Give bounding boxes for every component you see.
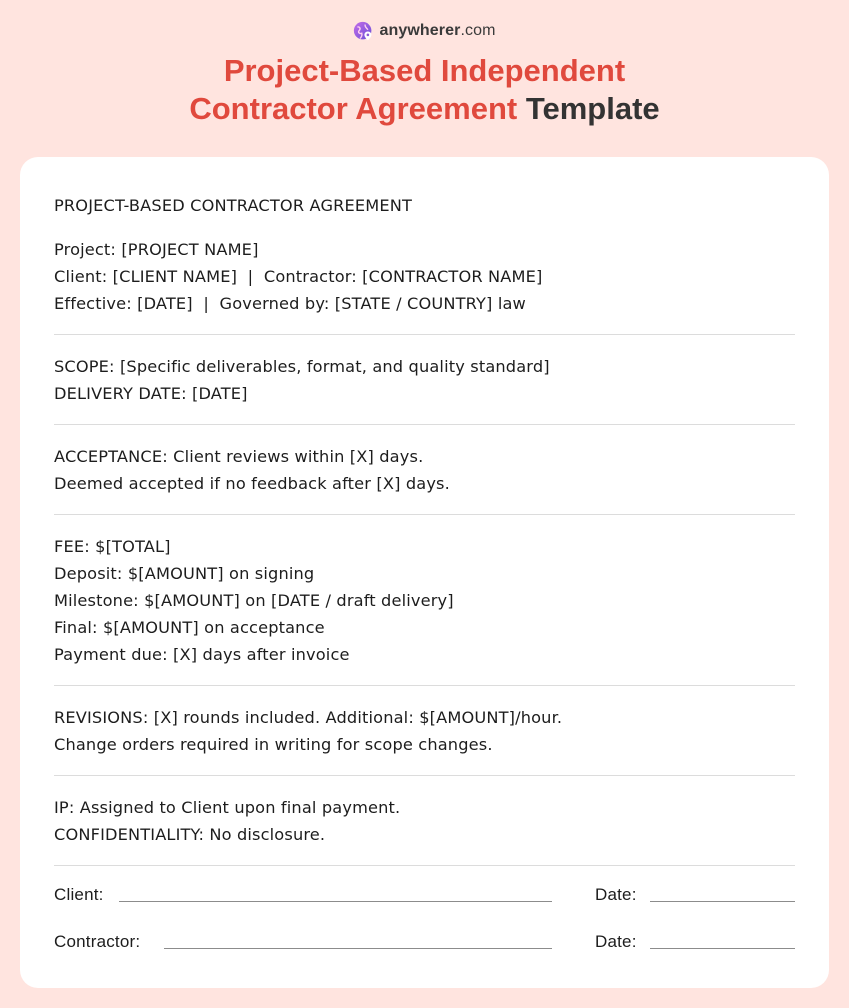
agreement-card — [20, 157, 829, 988]
page-title — [0, 52, 849, 128]
ip-line: IP: Assigned to Client upon final payment. — [54, 798, 401, 817]
contractor-signature-label: Contractor: — [54, 932, 141, 951]
fee-line: Milestone: $[AMOUNT] on [DATE / draft delivery] — [54, 591, 454, 610]
contractor-date-line[interactable] — [650, 948, 795, 949]
fee-line: Deposit: $[AMOUNT] on signing — [54, 564, 315, 583]
acceptance-line: ACCEPTANCE: Client reviews within [X] days. — [54, 447, 424, 466]
intro-line: Project: [PROJECT NAME] — [54, 240, 259, 259]
title-line-2 — [0, 90, 849, 128]
section-divider — [54, 424, 795, 425]
brand-name: anywherer.com — [379, 22, 496, 39]
fee-line: FEE: $[TOTAL] — [54, 537, 171, 556]
revisions-line: REVISIONS: [X] rounds included. Additional: $[AMOUNT]/hour. — [54, 708, 563, 727]
section-divider — [54, 514, 795, 515]
intro-line: Client: [CLIENT NAME] | Contractor: [CONTRACTOR NAME] — [54, 267, 543, 286]
fee-line: Final: $[AMOUNT] on acceptance — [54, 618, 325, 637]
ip-line: CONFIDENTIALITY: No disclosure. — [54, 825, 326, 844]
client-signature-line[interactable] — [119, 901, 552, 902]
revisions-line: Change orders required in writing for scope changes. — [54, 735, 493, 754]
contractor-date-label: Date: — [595, 932, 637, 951]
section-divider — [54, 685, 795, 686]
title-line-1: Project-Based Independent — [223, 53, 626, 88]
scope-line: DELIVERY DATE: [DATE] — [54, 384, 248, 403]
client-date-line[interactable] — [650, 901, 795, 902]
intro-line: Effective: [DATE] | Governed by: [STATE / COUNTRY] law — [54, 294, 526, 313]
fee-line: Payment due: [X] days after invoice — [54, 645, 350, 664]
contractor-signature-line[interactable] — [164, 948, 552, 949]
acceptance-line: Deemed accepted if no feedback after [X] days. — [54, 474, 450, 493]
globe-pin-icon — [353, 21, 374, 42]
client-date-label: Date: — [595, 885, 637, 904]
brand-header — [0, 20, 849, 42]
client-signature-label: Client: — [54, 885, 104, 904]
title-dark: Template — [525, 91, 660, 126]
scope-line: SCOPE: [Specific deliverables, format, and quality standard] — [54, 357, 550, 376]
section-divider — [54, 775, 795, 776]
title-accent: Contractor Agreement — [189, 91, 518, 126]
agreement-heading: PROJECT-BASED CONTRACTOR AGREEMENT — [54, 196, 413, 215]
section-divider — [54, 334, 795, 335]
section-divider — [54, 865, 795, 866]
